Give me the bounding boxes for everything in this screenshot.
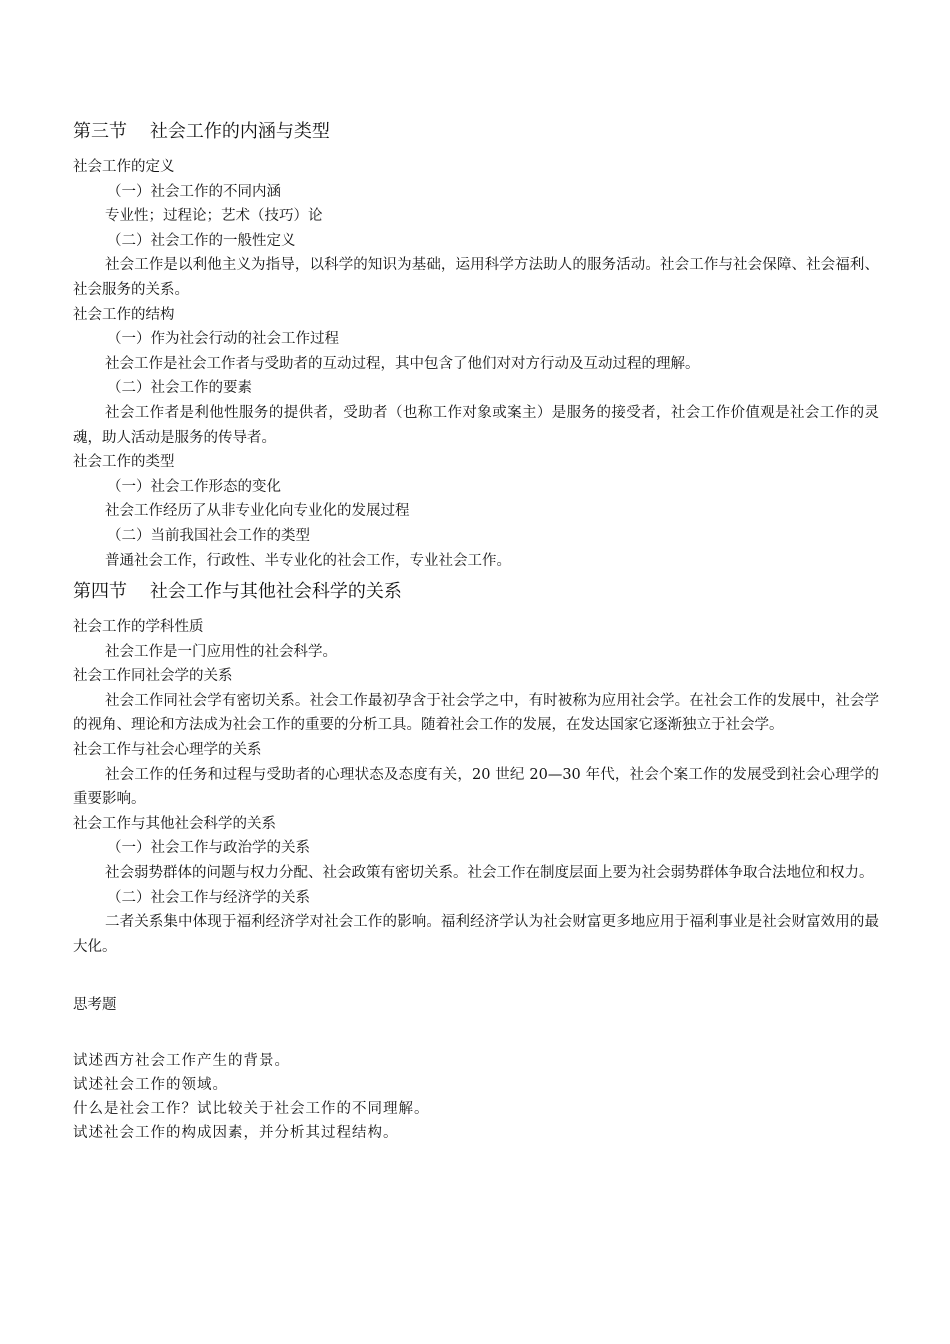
paragraph: 专业性；过程论；艺术（技巧）论 xyxy=(105,208,323,225)
paragraph: 社会工作者是利他性服务的提供者，受助者（也称工作对象或案主）是服务的接受者，社会工作价值观是社会工作的灵魂，助人活动是服务的传导者。 xyxy=(73,404,879,446)
sub-heading: （一）社会工作形态的变化 xyxy=(107,478,281,495)
sub-heading: （二）当前我国社会工作的类型 xyxy=(107,527,310,544)
subsection-heading: 社会工作同社会学的关系 xyxy=(73,668,233,685)
paragraph: 普通社会工作，行政性、半专业化的社会工作，专业社会工作。 xyxy=(105,552,511,569)
section-3-title: 第三节 社会工作的内涵与类型 xyxy=(73,121,330,142)
sub-heading: （一）社会工作与政治学的关系 xyxy=(107,840,310,857)
section-4-body xyxy=(73,615,879,959)
document-page xyxy=(73,117,879,1145)
subsection-heading: 社会工作的定义 xyxy=(73,159,175,175)
subsection-heading: 社会工作与其他社会科学的关系 xyxy=(73,815,276,832)
paragraph: 社会工作同社会学有密切关系。社会工作最初孕含于社会学之中，有时被称为应用社会学。在社会工作的发展中，社会学的视角、理论和方法成为社会工作的重要的分析工具。随着社会工作的发展，在发达国家它逐渐独立于社会学。 xyxy=(73,692,879,734)
paragraph: 社会弱势群体的问题与权力分配、社会政策有密切关系。社会工作在制度层面上要为社会弱势群体争取合法地位和权力。 xyxy=(105,865,874,882)
paragraph: 社会工作是以利他主义为指导，以科学的知识为基础，运用科学方法助人的服务活动。社会工作与社会保障、社会福利、社会服务的关系。 xyxy=(73,257,879,298)
question-item: 试述社会工作的领域。 xyxy=(73,1077,228,1094)
paragraph: 二者关系集中体现于福利经济学对社会工作的影响。福利经济学认为社会财富更多地应用于福利事业是社会财富效用的最大化。 xyxy=(73,914,879,955)
subsection-heading: 社会工作的类型 xyxy=(73,454,175,471)
paragraph: 社会工作经历了从非专业化向专业化的发展过程 xyxy=(105,503,410,520)
thinking-questions-title: 思考题 xyxy=(73,997,117,1014)
question-item: 试述西方社会工作产生的背景。 xyxy=(73,1053,290,1070)
sub-heading: （二）社会工作的一般性定义 xyxy=(107,232,296,249)
question-item: 试述社会工作的构成因素，并分析其过程结构。 xyxy=(73,1125,399,1142)
thinking-questions-list xyxy=(73,1049,879,1145)
subsection-heading: 社会工作与社会心理学的关系 xyxy=(73,742,262,759)
sub-heading: （一）作为社会行动的社会工作过程 xyxy=(107,331,339,348)
paragraph: 社会工作是一门应用性的社会科学。 xyxy=(105,643,337,660)
sub-heading: （二）社会工作的要素 xyxy=(107,380,252,397)
paragraph: 社会工作是社会工作者与受助者的互动过程，其中包含了他们对对方行动及互动过程的理解。 xyxy=(105,355,700,372)
sub-heading: （二）社会工作与经济学的关系 xyxy=(107,889,310,906)
sub-heading: （一）社会工作的不同内涵 xyxy=(107,183,281,200)
section-4-title: 第四节 社会工作与其他社会科学的关系 xyxy=(73,581,402,603)
subsection-heading: 社会工作的结构 xyxy=(73,306,175,323)
question-item: 什么是社会工作？试比较关于社会工作的不同理解。 xyxy=(73,1101,430,1118)
section-3-body xyxy=(73,155,879,573)
paragraph: 社会工作的任务和过程与受助者的心理状态及态度有关，20 世纪 20—30 年代，社会个案工作的发展受到社会心理学的重要影响。 xyxy=(73,766,879,808)
subsection-heading: 社会工作的学科性质 xyxy=(73,619,204,636)
